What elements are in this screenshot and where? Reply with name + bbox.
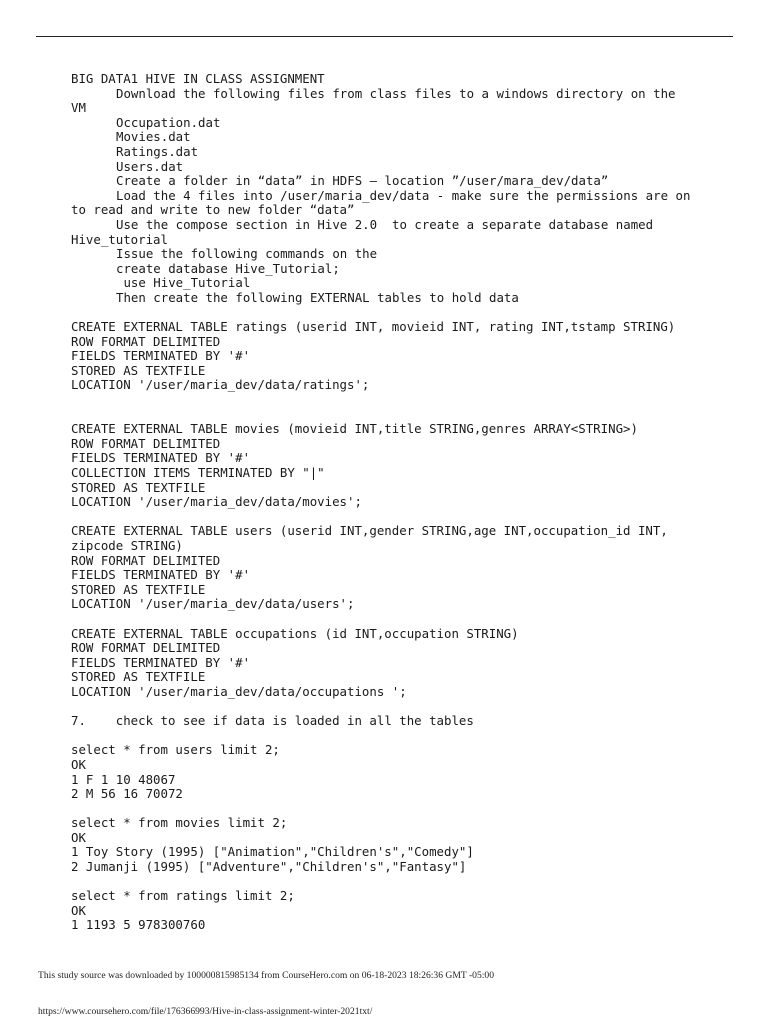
code-line: ROW FORMAT DELIMITED (71, 333, 221, 349)
file-item: Ratings.dat (116, 143, 199, 159)
step-7 (71, 714, 711, 729)
ratings-query (71, 889, 711, 933)
code-line: FIELDS TERMINATED BY '#' (71, 654, 251, 670)
code-line: LOCATION '/user/maria_dev/data/users'; (71, 596, 355, 612)
code-line: STORED AS TEXTFILE (71, 669, 206, 685)
file-item: Movies.dat (116, 129, 191, 145)
movies-query (71, 816, 711, 874)
download-notice: This study source was downloaded by 100000815985134 from CourseHero.com on 06-18-2023 18:26:36 GMT -05:00 (38, 970, 495, 981)
code-line: FIELDS TERMINATED BY '#' (71, 567, 251, 583)
code-line: ROW FORMAT DELIMITED (71, 435, 221, 451)
code-line: LOCATION '/user/maria_dev/data/ratings'; (71, 377, 370, 393)
file-item: Users.dat (116, 158, 184, 174)
command-line: create database Hive_Tutorial; (116, 260, 340, 276)
intro-line: Download the following files from class files to a windows directory on the (116, 85, 676, 101)
code-line: ROW FORMAT DELIMITED (71, 640, 221, 656)
query-line: OK (71, 902, 86, 918)
query-line: 1 Toy Story (1995) ["Animation","Children's","Comedy"] (71, 844, 474, 860)
intro-line: Create a folder in “data” in HDFS – location ”/user/mara_dev/data” (116, 173, 609, 189)
code-line: LOCATION '/user/maria_dev/data/movies'; (71, 494, 362, 510)
code-line: STORED AS TEXTFILE (71, 362, 206, 378)
intro-line: Use the compose section in Hive 2.0 to create a separate database named (116, 216, 654, 232)
intro-wrap: to read and write to new folder “data” (71, 202, 355, 218)
query-line: select * from movies limit 2; (71, 815, 288, 831)
top-rule (36, 36, 733, 37)
code-line: CREATE EXTERNAL TABLE users (userid INT,gender STRING,age INT,occupation_id INT, (71, 523, 668, 539)
query-line: 2 M 56 16 70072 (71, 786, 183, 802)
code-line: zipcode STRING) (71, 538, 183, 553)
intro-line: Load the 4 files into /user/maria_dev/data - make sure the permissions are on (116, 187, 691, 203)
query-line: 1 F 1 10 48067 (71, 771, 176, 787)
source-url: https://www.coursehero.com/file/176366993/Hive-in-class-assignment-winter-2021txt/ (38, 1006, 373, 1017)
movies-table-ddl (71, 422, 711, 510)
query-line: OK (71, 756, 86, 772)
code-line: FIELDS TERMINATED BY '#' (71, 450, 251, 466)
command-line: use Hive_Tutorial (116, 275, 251, 291)
intro-line: Issue the following commands on the (116, 246, 378, 262)
code-line: CREATE EXTERNAL TABLE occupations (id INT,occupation STRING) (71, 625, 519, 641)
step-text: check to see if data is loaded in all the tables (115, 713, 474, 729)
code-line: ROW FORMAT DELIMITED (71, 552, 221, 568)
users-table-ddl (71, 524, 711, 612)
code-line: LOCATION '/user/maria_dev/data/occupations '; (71, 683, 407, 699)
code-line: STORED AS TEXTFILE (71, 581, 206, 597)
intro-wrap: VM (71, 100, 86, 116)
users-query (71, 743, 711, 801)
ratings-table-ddl (71, 320, 711, 393)
step-number: 7. (71, 713, 86, 729)
query-line: 1 1193 5 978300760 (71, 917, 206, 933)
intro-line: Then create the following EXTERNAL tables to hold data (116, 289, 519, 305)
query-line: 2 Jumanji (1995) ["Adventure","Children's","Fantasy"] (71, 859, 467, 875)
code-line: STORED AS TEXTFILE (71, 479, 206, 495)
occupations-table-ddl (71, 627, 711, 700)
query-line: select * from users limit 2; (71, 742, 280, 758)
code-line: CREATE EXTERNAL TABLE ratings (userid INT, movieid INT, rating INT,tstamp STRING) (71, 319, 676, 335)
query-line: OK (71, 829, 86, 845)
document-title: BIG DATA1 HIVE IN CLASS ASSIGNMENT (71, 71, 325, 86)
document-body (71, 72, 711, 933)
code-line: CREATE EXTERNAL TABLE movies (movieid INT,title STRING,genres ARRAY<STRING>) (71, 421, 638, 437)
intro-wrap: Hive_tutorial (71, 231, 168, 247)
file-item: Occupation.dat (116, 114, 221, 130)
code-line: COLLECTION ITEMS TERMINATED BY "|" (71, 465, 325, 481)
code-line: FIELDS TERMINATED BY '#' (71, 348, 251, 364)
query-line: select * from ratings limit 2; (71, 888, 295, 904)
